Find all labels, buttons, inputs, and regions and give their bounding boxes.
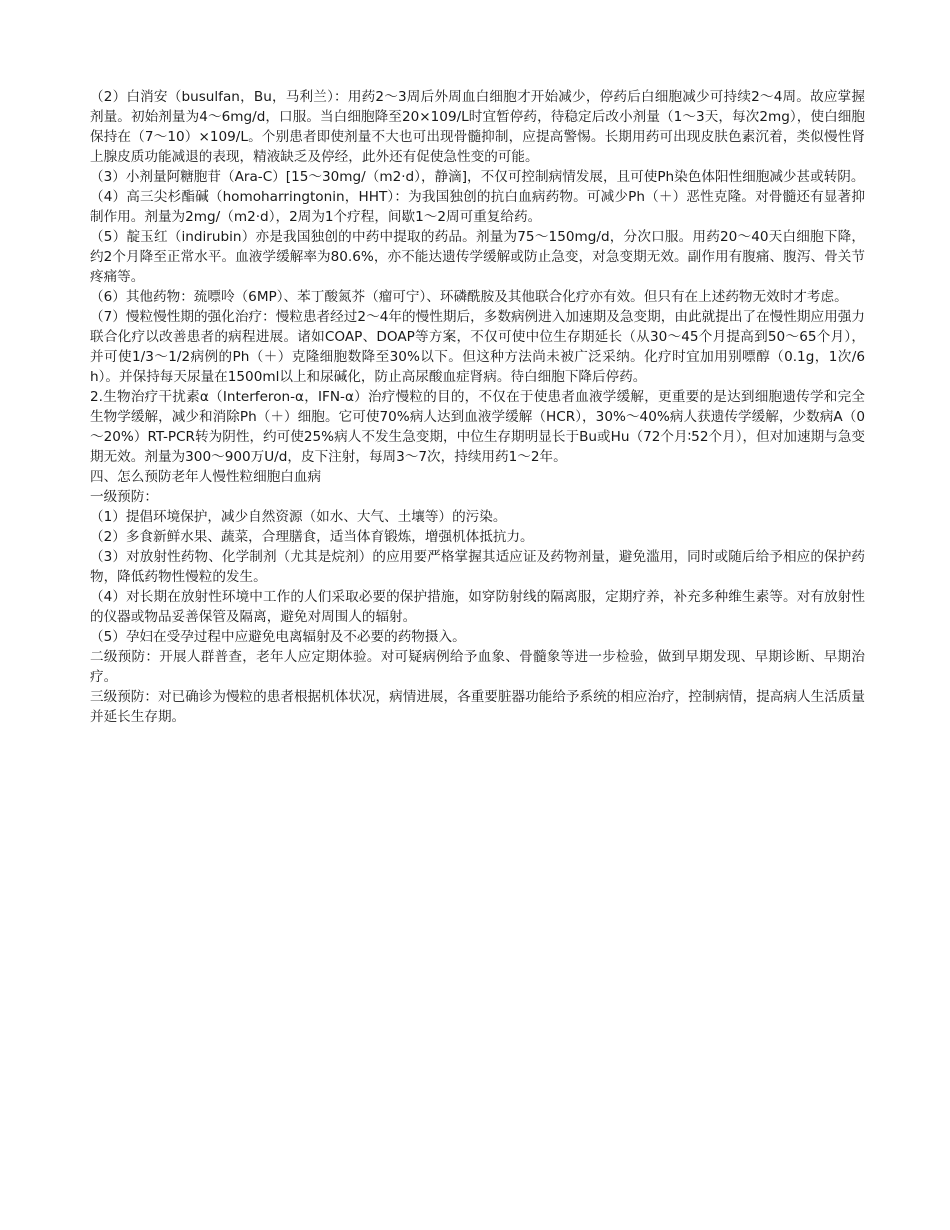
- paragraph-prevention-2: （2）多食新鲜水果、蔬菜，合理膳食，适当体育锻炼，增强机体抵抗力。: [90, 529, 534, 545]
- subheading-primary-prevention: 一级预防：: [90, 489, 158, 505]
- paragraph-tertiary-prevention: 三级预防：对已确诊为慢粒的患者根据机体状况，病情进展，各重要脏器功能给予系统的相应治疗，控制病情，提高病人生活质量并延长生存期。: [90, 689, 865, 725]
- paragraph-intensive-therapy: （7）慢粒慢性期的强化治疗：慢粒患者经过2～4年的慢性期后，多数病例进入加速期及急变期，由此就提出了在慢性期应用强力联合化疗以改善患者的病程进展。诸如COAP、DOAP等方案，不仅可使中位生存期延长（从30～45个月提高到50～65个月），并可使1/3～1/2病例的Ph（＋）克隆细胞数降至30%以下。但这种方法尚未被广泛采纳。化疗时宜加用别嘌醇（0.1g，1次/6h）。并保持每天尿量在1500ml以上和尿碱化，防止高尿酸血症肾病。待白细胞下降后停药。: [90, 309, 865, 385]
- paragraph-busulfan: （2）白消安（busulfan，Bu，马利兰）：用药2～3周后外周血白细胞才开始减少，停药后白细胞减少可持续2～4周。故应掌握剂量。初始剂量为4～6mg/d，口服。当白细胞降至20×109/L时宜暂停药，待稳定后改小剂量（1～3天，每次2mg），使白细胞保持在（7～10）×109/L。个别患者即使剂量不大也可出现骨髓抑制，应提高警惕。长期用药可出现皮肤色素沉着，类似慢性肾上腺皮质功能减退的表现，精液缺乏及停经，此外还有促使急性变的可能。: [90, 89, 865, 165]
- paragraph-ara-c: （3）小剂量阿糖胞苷（Ara-C）[15～30mg/（m2·d），静滴]，不仅可控制病情发展，且可使Ph染色体阳性细胞减少甚或转阴。: [90, 169, 865, 185]
- paragraph-prevention-1: （1）提倡环境保护，减少自然资源（如水、大气、土壤等）的污染。: [90, 509, 507, 525]
- paragraph-interferon: 2.生物治疗干扰素α（Interferon-α，IFN-α）治疗慢粒的目的，不仅在于使患者血液学缓解，更重要的是达到细胞遗传学和完全生物学缓解，减少和消除Ph（＋）细胞。它可使70%病人达到血液学缓解（HCR），30%～40%病人获遗传学缓解，少数病A（0～20%）RT-PCR转为阴性，约可使25%病人不发生急变期，中位生存期明显长于Bu或Hu（72个月∶52个月），但对加速期与急变期无效。剂量为300～900万U/d，皮下注射，每周3～7次，持续用药1～2年。: [90, 389, 865, 465]
- paragraph-secondary-prevention: 二级预防：开展人群普查，老年人应定期体验。对可疑病例给予血象、骨髓象等进一步检验，做到早期发现、早期诊断、早期治疗。: [90, 649, 865, 685]
- section-heading-prevention: 四、怎么预防老年人慢性粒细胞白血病: [90, 469, 322, 485]
- paragraph-indirubin: （5）靛玉红（indirubin）亦是我国独创的中药中提取的药品。剂量为75～150mg/d，分次口服。用药20～40天白细胞下降，约2个月降至正常水平。血液学缓解率为80.6%，亦不能达遗传学缓解或防止急变，对急变期无效。副作用有腹痛、腹泻、骨关节疼痛等。: [90, 229, 865, 285]
- paragraph-prevention-4: （4）对长期在放射性环境中工作的人们采取必要的保护措施，如穿防射线的隔离服，定期疗养，补充多种维生素等。对有放射性的仪器或物品妥善保管及隔离，避免对周围人的辐射。: [90, 589, 865, 625]
- paragraph-other-drugs: （6）其他药物：巯嘌呤（6MP）、苯丁酸氮芥（瘤可宁）、环磷酰胺及其他联合化疗亦有效。但只有在上述药物无效时才考虑。: [90, 289, 848, 305]
- document-page: [90, 87, 865, 727]
- paragraph-prevention-3: （3）对放射性药物、化学制剂（尤其是烷剂）的应用要严格掌握其适应证及药物剂量，避免滥用，同时或随后给予相应的保护药物，降低药物性慢粒的发生。: [90, 549, 865, 585]
- paragraph-prevention-5: （5）孕妇在受孕过程中应避免电离辐射及不必要的药物摄入。: [90, 629, 466, 645]
- paragraph-hht: （4）高三尖杉酯碱（homoharringtonin，HHT）：为我国独创的抗白血病药物。可减少Ph（＋）恶性克隆。对骨髓还有显著抑制作用。剂量为2mg/（m2·d），2周为1个疗程，间歇1～2周可重复给药。: [90, 189, 865, 225]
